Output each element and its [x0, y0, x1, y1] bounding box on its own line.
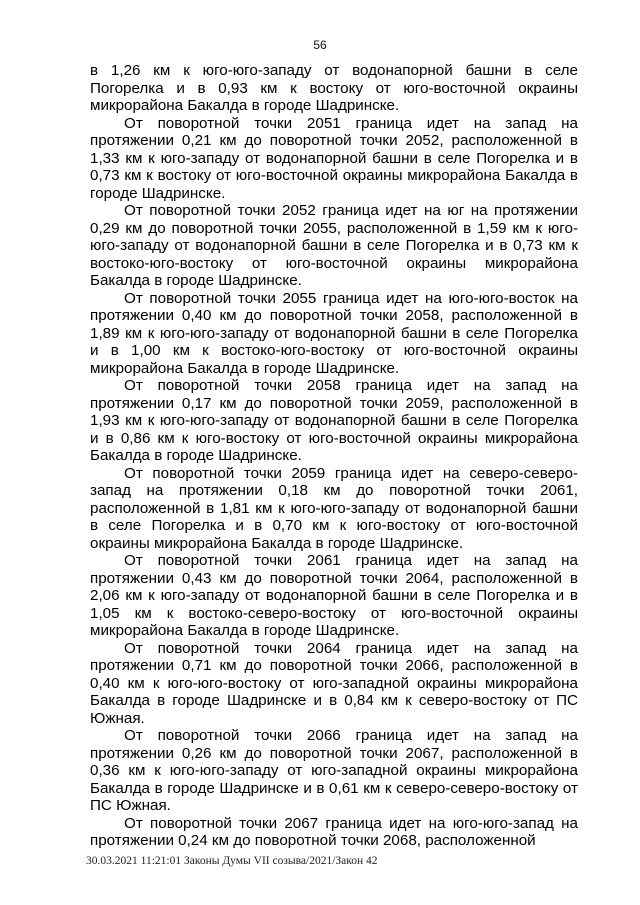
paragraph-point-2066: От поворотной точки 2066 граница идет на запад на протяжении 0,26 км до поворотной точки 2067, расположенной в 0,36 км к юго-юго-западу от юго-западной окраины микрорайона Бакалда в городе Шадринске и в 0,61 км к северо-северо-востоку от ПС Южная.	[90, 727, 578, 814]
paragraph-continuation: в 1,26 км к юго-юго-западу от водонапорной башни в селе Погорелка и в 0,93 км к востоку от юго-восточной окраины микрорайона Бакалда в городе Шадринске.	[90, 62, 578, 114]
paragraph-point-2055: От поворотной точки 2055 граница идет на юго-юго-восток на протяжении 0,40 км до поворотной точки 2058, расположенной в 1,89 км к юго-юго-западу от водонапорной башни в селе Погорелка и в 1,00 км к востоко-юго-востоку от юго-восточной окраины микрорайона Бакалда в городе Шадринске.	[90, 289, 578, 377]
paragraph-point-2052: От поворотной точки 2052 граница идет на юг на протяжении 0,29 км до поворотной точки 2055, расположенной в 1,59 км к юго-юго-западу от водонапорной башни в селе Погорелка и в 0,73 км к востоко-юго-востоку от юго-восточной окраины микрорайона Бакалда в городе Шадринске.	[90, 202, 578, 289]
paragraph-point-2064: От поворотной точки 2064 граница идет на запад на протяжении 0,71 км до поворотной точки 2066, расположенной в 0,40 км к юго-юго-востоку от юго-западной окраины микрорайона Бакалда в городе Шадринске и в 0,84 км к северо-востоку от ПС Южная.	[90, 639, 578, 727]
paragraph-point-2059: От поворотной точки 2059 граница идет на северо-северо-запад на протяжении 0,18 км до поворотной точки 2061, расположенной в 1,81 км к юго-юго-западу от водонапорной башни в селе Погорелка и в 0,70 км к юго-востоку от юго-восточной окраины микрорайона Бакалда в городе Шадринске.	[90, 464, 578, 552]
document-body	[90, 62, 578, 850]
document-footer: 30.03.2021 11:21:01 Законы Думы VII созыва/2021/Закон 42	[86, 855, 378, 867]
paragraph-point-2058: От поворотной точки 2058 граница идет на запад на протяжении 0,17 км до поворотной точки 2059, расположенной в 1,93 км к юго-юго-западу от водонапорной башни в селе Погорелка и в 0,86 км к юго-востоку от юго-восточной окраины микрорайона Бакалда в городе Шадринске.	[90, 377, 578, 464]
paragraph-point-2067: От поворотной точки 2067 граница идет на юго-юго-запад на протяжении 0,24 км до поворотной точки 2068, расположенной	[90, 814, 578, 849]
page-number: 56	[313, 38, 327, 52]
paragraph-point-2061: От поворотной точки 2061 граница идет на запад на протяжении 0,43 км до поворотной точки 2064, расположенной в 2,06 км к юго-западу от водонапорной башни в селе Погорелка и в 1,05 км к востоко-северо-востоку от юго-восточной окраины микрорайона Бакалда в городе Шадринске.	[90, 552, 578, 639]
paragraph-point-2051: От поворотной точки 2051 граница идет на запад на протяжении 0,21 км до поворотной точки 2052, расположенной в 1,33 км к юго-западу от водонапорной башни в селе Погорелка и в 0,73 км к востоку от юго-восточной окраины микрорайона Бакалда в городе Шадринске.	[90, 114, 578, 202]
